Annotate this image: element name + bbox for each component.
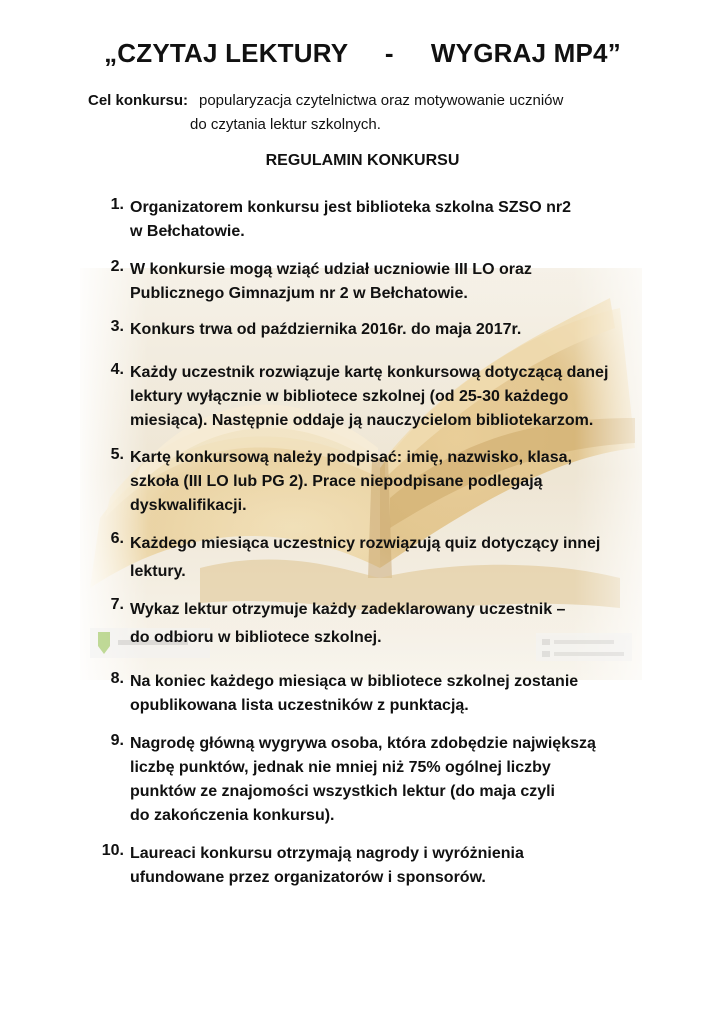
- rule-line: Wykaz lektur otrzymuje każdy zadeklarowany uczestnik –: [130, 601, 566, 618]
- rule-text: [130, 196, 660, 244]
- rule-text: [130, 732, 660, 828]
- rule-line: liczbę punktów, jednak nie mniej niż 75% ogólnej liczby: [130, 759, 551, 776]
- rule-line: Na koniec każdego miesiąca w bibliotece szkolnej zostanie: [130, 673, 579, 690]
- rule-text: [130, 258, 660, 306]
- rule-line: Kartę konkursową należy podpisać: imię, nazwisko, klasa,: [130, 449, 572, 466]
- rule-text: [130, 670, 660, 718]
- rule-text: [130, 530, 660, 586]
- rule-line: lektury wyłącznie w bibliotece szkolnej (od 25-30 każdego: [130, 388, 569, 405]
- rule-text: [130, 446, 660, 518]
- goal-text-line: do czytania lektur szkolnych.: [190, 116, 381, 133]
- rule-text: [130, 596, 660, 652]
- rule-text: [130, 842, 660, 890]
- rule-number: 2.: [110, 258, 124, 275]
- rule-number: 4.: [110, 361, 124, 378]
- rule-number: 3.: [110, 318, 124, 335]
- goal-text-line: popularyzacja czytelnictwa oraz motywowanie uczniów: [199, 92, 564, 109]
- rule-number: 1.: [110, 196, 124, 213]
- rule-line: do odbioru w bibliotece szkolnej.: [130, 629, 382, 646]
- rule-line: Konkurs trwa od października 2016r. do maja 2017r.: [130, 321, 522, 338]
- rule-number: 10.: [101, 842, 124, 859]
- rule-line: opublikowana lista uczestników z punktacją.: [130, 697, 469, 714]
- goal-label: Cel konkursu:: [88, 92, 189, 109]
- rule-line: Każdy uczestnik rozwiązuje kartę konkursową dotyczącą danej: [130, 364, 609, 381]
- rule-line: szkoła (III LO lub PG 2). Prace niepodpisane podlegają: [130, 473, 543, 490]
- rule-number: 8.: [110, 670, 124, 687]
- rule-number: 9.: [110, 732, 124, 749]
- rule-line: Laureaci konkursu otrzymają nagrody i wyróżnienia: [130, 845, 524, 862]
- rule-line: do zakończenia konkursu).: [130, 807, 335, 824]
- rule-line: Każdego miesiąca uczestnicy rozwiązują quiz dotyczący innej: [130, 535, 601, 552]
- rule-line: w Bełchatowie.: [130, 223, 245, 240]
- rule-line: miesiąca). Następnie oddaje ją nauczycielom bibliotekarzom.: [130, 412, 594, 429]
- page-title: „CZYTAJ LEKTURY - WYGRAJ MP4”: [104, 38, 621, 68]
- rule-number: 6.: [110, 530, 124, 547]
- rule-line: W konkursie mogą wziąć udział uczniowie III LO oraz: [130, 261, 532, 278]
- rule-line: dyskwalifikacji.: [130, 497, 247, 514]
- rule-line: lektury.: [130, 563, 186, 580]
- rule-text: [130, 361, 660, 433]
- rule-line: ufundowane przez organizatorów i sponsorów.: [130, 869, 486, 886]
- rule-line: Publicznego Gimnazjum nr 2 w Bełchatowie.: [130, 285, 468, 302]
- rule-line: Organizatorem konkursu jest biblioteka szkolna SZSO nr2: [130, 199, 571, 216]
- rule-line: punktów ze znajomości wszystkich lektur (do maja czyli: [130, 783, 555, 800]
- rule-number: 5.: [110, 446, 124, 463]
- rule-line: Nagrodę główną wygrywa osoba, która zdobędzie największą: [130, 735, 596, 752]
- rule-text: [130, 318, 660, 342]
- rule-number: 7.: [110, 596, 124, 613]
- rules-heading: REGULAMIN KONKURSU: [265, 152, 460, 169]
